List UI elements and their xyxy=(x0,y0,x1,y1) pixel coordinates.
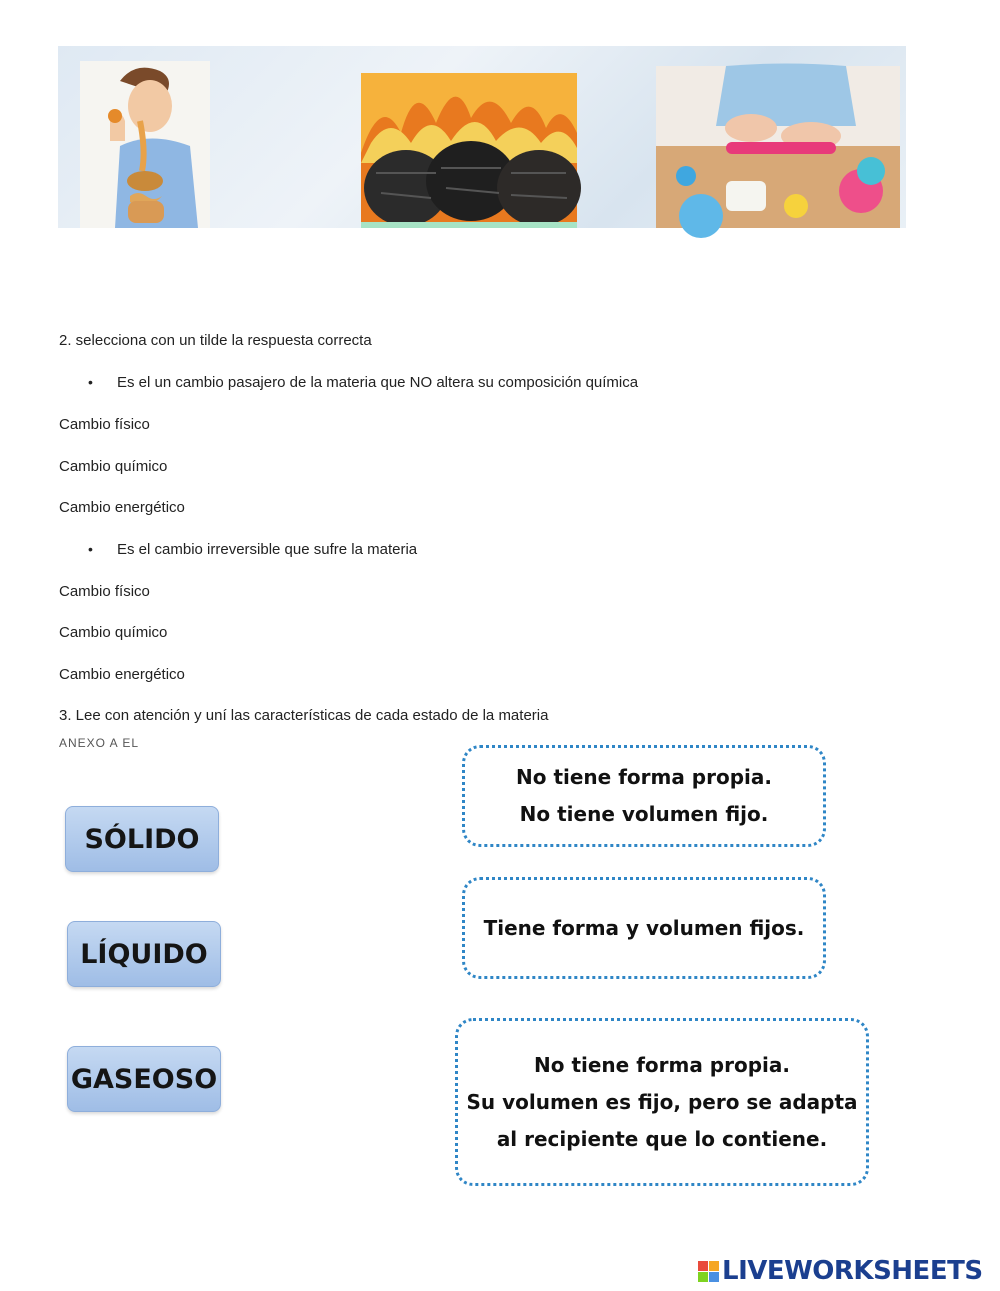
burning-logs-photo xyxy=(361,73,577,223)
description-1-line-2: No tiene volumen fijo. xyxy=(519,802,769,826)
description-2-line-1: Tiene forma y volumen fijos. xyxy=(483,916,805,940)
description-3-line-1: No tiene forma propia. xyxy=(534,1052,790,1077)
photo-caption-strip xyxy=(361,222,577,228)
question-2a-prompt: Es el un cambio pasajero de la materia que NO altera su composición química xyxy=(117,374,639,391)
question-2b-prompt: Es el cambio irreversible que sufre la materia xyxy=(117,541,418,558)
bullet-icon: • xyxy=(88,541,93,557)
description-3-line-3: al recipiente que lo contiene. xyxy=(496,1126,828,1151)
girl-playing-clay-photo xyxy=(656,66,900,228)
state-gas-button[interactable]: GASEOSO xyxy=(67,1046,221,1112)
logo-text: LIVEWORKSHEETS xyxy=(722,1256,983,1286)
cropped-text-line xyxy=(59,736,159,750)
bullet-icon: • xyxy=(88,374,93,390)
description-1-line-1: No tiene forma propia. xyxy=(516,765,772,789)
option-2a-2[interactable]: Cambio químico xyxy=(59,458,168,475)
description-card-2[interactable] xyxy=(462,877,826,979)
description-card-1[interactable] xyxy=(462,745,826,847)
liveworksheets-logo-icon xyxy=(698,1261,719,1282)
question-3-title: 3. Lee con atención y uní las características de cada estado de la materia xyxy=(59,707,549,724)
logo-square-blue xyxy=(709,1272,719,1282)
liveworksheets-logo[interactable] xyxy=(698,1256,983,1286)
option-2a-1[interactable]: Cambio físico xyxy=(59,416,150,433)
option-2a-3[interactable]: Cambio energético xyxy=(59,499,185,516)
description-3-line-2: Su volumen es fijo, pero se adapta xyxy=(466,1089,858,1114)
logo-square-orange xyxy=(709,1261,719,1271)
option-2b-1[interactable]: Cambio físico xyxy=(59,583,150,600)
state-solid-button[interactable]: SÓLIDO xyxy=(65,806,219,872)
question-2-title: 2. selecciona con un tilde la respuesta correcta xyxy=(59,332,372,349)
cropped-text: ANEXO A EL xyxy=(59,736,140,750)
option-2b-3[interactable]: Cambio energético xyxy=(59,666,185,683)
state-liquid-button[interactable]: LÍQUIDO xyxy=(67,921,221,987)
logo-square-green xyxy=(698,1272,708,1282)
header-banner xyxy=(58,46,906,228)
option-2b-2[interactable]: Cambio químico xyxy=(59,624,168,641)
description-card-3[interactable] xyxy=(455,1018,869,1186)
logo-square-red xyxy=(698,1261,708,1271)
digestion-illustration xyxy=(80,61,210,228)
